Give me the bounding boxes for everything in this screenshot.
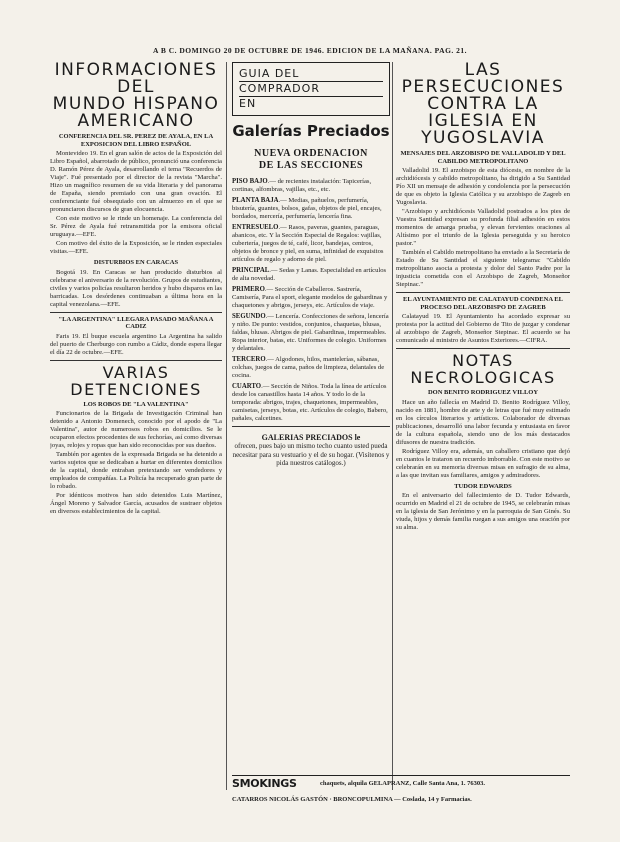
smokings-logo: SMOKINGS <box>232 777 297 790</box>
department-name: ENTRESUELO <box>232 224 279 231</box>
paragraph: Montevideo 19. En el gran salón de actos de la Exposición del Libro Español, abarrotado de público, pronunció una conferencia D. Ramón Pérez de Ayala, desarrollando el tema "Recuerdos de Viaje". Fué presentado por el director de la revista "Marcha". Hizo un magnífico resumen de su vida literaria y del panorama de España, siendo premiado con una gran ovación. El conferenciante fué obsequiado con un almuerzo en el que se pronunciaron discursos de gran elocuencia. <box>50 150 222 213</box>
article-tudor-edwards <box>396 492 570 532</box>
advertisement-galerias <box>232 62 390 770</box>
department-text: Medias, pañuelos, perfumería, bisutería, guantes, bolsos, gafas, objetos de piel, encajes, bordados, mercería, perfumería, lencería fina. <box>232 197 382 220</box>
headline-informaciones: INFORMACIONES DEL <box>54 62 218 97</box>
column-left <box>50 62 222 778</box>
catarros-text: CATARROS NICOLÁS GASTÓN · BRONCOPULMINA — Coslada, 14 y Farmacias. <box>232 796 472 803</box>
divider <box>396 292 570 293</box>
subhead-tudor-edwards: TUDOR EDWARDS <box>454 482 512 490</box>
ad-closing <box>232 433 390 468</box>
paragraph: También el Cabildo metropolitano ha enviado a la Secretaría de Estado de Su Santidad el siguiente telegrama: "Cabildo metropolitano asocia a protesta y dolor del Santo Padre por la injusticia cometida con el Arzobispo de Zagreb, Monseñor Stepinac." <box>396 249 570 288</box>
column-right <box>396 62 570 778</box>
department-name: PLANTA BAJA <box>232 197 279 204</box>
headline-detenciones: VARIAS DETENCIONES <box>70 362 202 399</box>
divider <box>50 312 222 313</box>
department-entry <box>232 356 390 380</box>
department-name: PRINCIPAL <box>232 267 270 274</box>
headline-contra-iglesia: CONTRA LA IGLESIA EN <box>427 94 539 131</box>
article-detenciones <box>50 410 222 516</box>
separator: .— <box>278 197 289 204</box>
column-rule-2 <box>392 62 393 790</box>
subhead-calatayud: EL AYUNTAMIENTO DE CALATAYUD CONDENA EL PROCESO DEL ARZOBISPO DE ZAGREB <box>403 296 563 311</box>
paragraph: Rodríguez Villoy era, además, un caballero cristiano que dejó en cuantos le trataron un recuerdo imborrable. Con este motivo se celebrarán en su memoria diversas misas en sufragio de su alma, a las que invitan sus familiares, amigos y admiradores. <box>396 447 570 479</box>
department-list <box>232 178 390 423</box>
department-name: PISO BAJO <box>232 178 268 185</box>
guide-kicker-2: COMPRADOR <box>239 82 383 97</box>
department-name: TERCERO <box>232 356 266 363</box>
department-text: Sección de Caballeros. Sastrería, Camisería, Para el sport, elegante modelos de gabardinas y chaquetones y abrigos, jerseys, etc. Artículos de viaje. <box>232 286 388 309</box>
classified-ads <box>232 775 570 806</box>
separator: .— <box>265 356 276 363</box>
ad-headline-2: DE LAS SECCIONES <box>258 160 364 171</box>
article-mensajes <box>396 167 570 289</box>
paragraph: Calatayud 19. El Ayuntamiento ha acordado expresar su protesta por la actitud del Gobierno de Tito de juzgar y condenar al arzobispo de Zagreb, Monseñor Stepinac. El acuerdo se ha comunicado al ministro de Asuntos Exteriores.—CIFRA. <box>396 313 570 344</box>
separator: .— <box>269 267 280 274</box>
paragraph: Bogotá 19. En Caracas se han producido disturbios al celebrarse el aniversario de la revolución. Grupos de estudiantes, civiles y varios policías resultaron heridos y hubo disparos en las barricadas. Los desórdenes continuaban a última hora en la capital venezolana.—EFE. <box>50 268 222 308</box>
department-name: SEGUNDO <box>232 313 266 320</box>
paragraph: Hace un año fallecía en Madrid D. Benito Rodríguez Villoy, nacido en 1881, hombre de arte y de letras que fué muy estimado en los círculos literarios y artísticos. Colaborador de diversas publicaciones, desarrolló una labor fecunda y entusiasta en favor de la cultura española, siendo uno de los más destacados difusores de nuestra tradición. <box>396 398 570 446</box>
department-entry <box>232 286 390 310</box>
divider <box>232 426 390 427</box>
paragraph: Con este motivo se le rinde un homenaje. La conferencia del Sr. Pérez de Ayala fué retransmitida por la emisora oficial uruguaya.—EFE. <box>50 215 222 238</box>
column-rule-1 <box>226 62 227 790</box>
department-entry <box>232 224 390 264</box>
article-conferencia <box>50 150 222 256</box>
department-entry <box>232 313 390 353</box>
department-text: Sedas y Lanas. Especialidad en artículos de alta novedad. <box>232 267 387 282</box>
separator: .— <box>278 224 289 231</box>
article-disturbios <box>50 269 222 309</box>
department-entry <box>232 178 390 194</box>
ad-closing-brand: GALERIAS PRECIADOS le <box>261 433 361 442</box>
department-entry <box>232 197 390 221</box>
paragraph: Funcionarios de la Brigada de Investigación Criminal han detenido a Antonio Domenech, conocido por el apodo de "La Valentina", autor de numerosos robos en domicilios. Se le ocuparon efectos procedentes de sus fechorías, así como diversas joyas, relojes y ropas que han sido reconocidas por sus dueños. <box>50 410 222 449</box>
subhead-valentina: LOS ROBOS DE "LA VALENTINA" <box>83 400 189 408</box>
masthead: A B C. DOMINGO 20 DE OCTUBRE DE 1946. EDICION DE LA MAÑANA. PAG. 21. <box>152 46 468 55</box>
headline-mundo-hispano: MUNDO HISPANO <box>52 94 220 114</box>
paragraph: Con motivo del éxito de la Exposición, se le rinden especiales visitas.—EFE. <box>50 240 222 255</box>
department-entry <box>232 267 390 283</box>
guide-kicker-3: EN <box>239 97 257 110</box>
department-entry <box>232 383 390 423</box>
paragraph: También por agentes de la expresada Brigada se ha detenido a varios sujetos que se dedicaban a hurtar en diferentes domicilios de la capital, donde entraban pretextando ser vendedores y empleados de compañías. La Policía ha recuperado gran parte de lo robado. <box>50 451 222 490</box>
subhead-conferencia: CONFERENCIA DEL SR. PEREZ DE AYALA, EN LA EXPOSICION DEL LIBRO ESPAÑOL <box>58 133 214 148</box>
ad-closing-text: ofrecen, pues bajo un mismo techo cuanto usted pueda necesitar para su vestuario y el de su hogar. (Visítenos y pida nuestros catálogos.) <box>232 442 390 467</box>
department-text: Sección de Niños. Toda la línea de artículos desde los canastillos hasta 14 años. Y todo lo de la temporada: abrigos, trajes, chaquetones, impermeables, camisetas, jerseys, botas, etc. Artículos de colegio, Babero, pañales, calcetines. <box>232 383 388 422</box>
headline-persecuciones: LAS PERSECUCIONES <box>401 62 565 97</box>
department-text: de recientes instalación: Tapicerías, cortinas, alfombras, vajillas, etc., etc. <box>232 178 372 193</box>
smokings-text: chaquets, alquila GELAPRANZ, Calle Santa Ana, 1. 76303. <box>320 780 486 787</box>
paragraph: En el aniversario del fallecimiento de D. Tudor Edwards, ocurrido en Madrid el 21 de octubre de 1945, se celebrarán misas en la iglesia de San Jerónimo y en la parroquia de San Ginés. Su viuda, hijos y demás familia ruegan a sus amigos una oración por su alma. <box>396 492 570 531</box>
brand-logo: Galerías Preciados <box>232 122 390 140</box>
subhead-disturbios: DISTURBIOS EN CARACAS <box>93 259 179 266</box>
paragraph: Faris 19. El buque escuela argentino La Argentina ha salido del puerto de Cherburgo con rumbo a Cádiz, donde espera llegar el día 22 de octubre.—EFE. <box>50 332 222 356</box>
department-name: PRIMERO <box>232 286 265 293</box>
ad-headline-1: NUEVA ORDENACION <box>254 148 368 159</box>
headline-notas-necrologicas: NOTAS NECROLOGICAS <box>410 351 556 387</box>
divider <box>50 360 222 361</box>
article-calatayud <box>396 313 570 345</box>
department-name: CUARTO <box>232 383 262 390</box>
paragraph: Por idénticos motivos han sido detenidos Luis Martínez, Ángel Moreno y Salvador García, acusados de sustraer objetos en diversos establecimientos de la capital. <box>50 492 222 515</box>
subhead-rodriguez-villoy: DON BENITO RODRIGUEZ VILLOY <box>427 389 539 396</box>
separator: .— <box>265 313 276 320</box>
subhead-argentina: "LA ARGENTINA" LLEGARA PASADO MAÑANA A CADIZ <box>58 315 214 330</box>
department-text: Algodones, hilos, mantelerías, sábanas, colchas, juegos de cama, paños de limpieza, delantales de cocina. <box>232 356 385 379</box>
headline-americano: AMERICANO <box>77 111 195 131</box>
headline-yugoslavia: YUGOSLAVIA <box>421 128 545 148</box>
separator: .— <box>264 286 275 293</box>
article-argentina <box>50 333 222 357</box>
paragraph: "Arzobispo y archidiócesis Valladolid postrados a los pies de Vuestra Santidad expresan su profunda filial adhesión en estos momentos de amarga prueba, y elevan fervientes oraciones al Altísimo por el triunfo de la Iglesia perseguida y su heroico pastor." <box>396 208 570 247</box>
guide-kicker-1: GUIA DEL <box>239 67 383 82</box>
separator: .— <box>261 383 271 390</box>
subhead-mensajes: MENSAJES DEL ARZOBISPO DE VALLADOLID Y DEL CABILDO METROPOLITANO <box>400 150 566 165</box>
guide-box <box>232 62 390 116</box>
article-rodriguez-villoy <box>396 399 570 480</box>
paragraph: Valladolid 19. El arzobispo de esta diócesis, en nombre de la archidiócesis y cabildo metropolitano, ha dirigido a Su Santidad Pío XII un mensaje de adhesión y condolencia por la persecución de que es objeto la Iglesia Católica y su arzobispo de Zagreb en Yugoslavia. <box>396 167 570 206</box>
department-text: Rasos, paveras, guantes, paraguas, abanicos, etc. Y la Sección Especial de Regalos: vajillas, cubertería, juegos de té, café, licor, bandejas, centros, objetos de bronce y piel, en suma, infinidad de exquisitos artículos de regalo y adorno de piel. <box>232 224 384 263</box>
divider <box>396 348 570 349</box>
department-text: Lencería. Confecciones de señora, lencería y niño. De punto: vestidos, conjuntos, chaquetas, blusas, faldas, blusas. Abrigos de piel. Gabardinas, impermeables. Ropa interior, batas, etc. Uniformes de colegio. Uniformes y delantales. <box>232 313 389 352</box>
separator: .— <box>267 178 278 185</box>
